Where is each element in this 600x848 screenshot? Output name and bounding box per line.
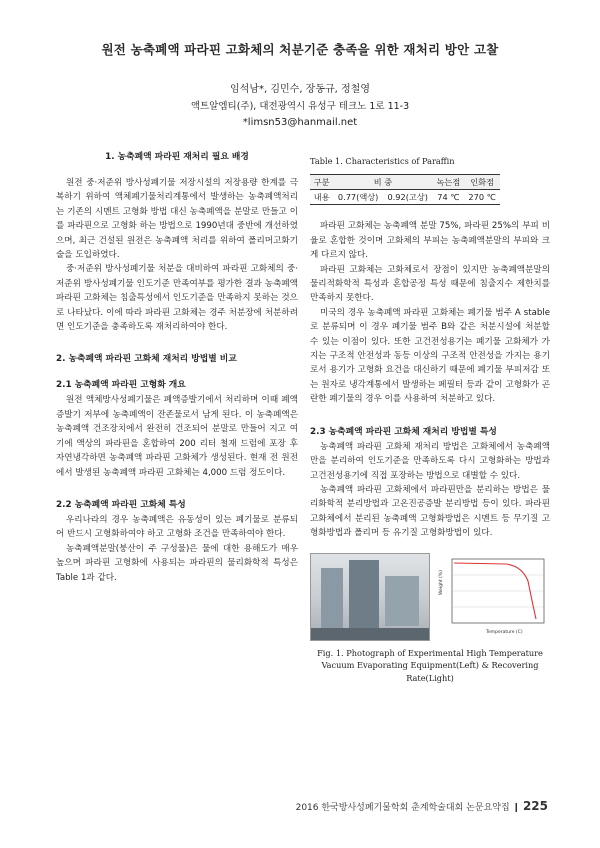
figure-caption-line: Vacuum Evaporating Equipment(Left) & Recovering xyxy=(321,660,539,671)
email: *limsn53@hanmail.net xyxy=(242,117,358,128)
figure-caption-line: Fig. 1. Photograph of Experimental High Temperature xyxy=(317,647,543,658)
table-cell: 0.77(액상) xyxy=(337,192,379,203)
page-number: 225 xyxy=(522,799,548,813)
right-paragraph-2: 파라핀 고화체는 고화체로서 장점이 있지만 농축폐액분말의 물리적화학적 특성과 혼합공정 특성 때문에 침출지수 제한치를 만족하지 못한다. xyxy=(310,264,550,304)
footer-text: 2016 한국방사성폐기물학회 춘계학술대회 논문요약집 xyxy=(295,803,510,813)
paper-title: 원전 농축폐액 파라핀 고화체의 처분기준 충족을 위한 재처리 방안 고찰 xyxy=(101,42,499,57)
table-header-cell: 구분 xyxy=(313,177,330,188)
left-column xyxy=(56,150,298,585)
figure-1-caption xyxy=(310,647,550,685)
table-cell: 0.92(고상) xyxy=(387,192,428,203)
section-2-title: 2. 농축폐액 파라핀 고화체 재처리 방법별 비교 xyxy=(56,354,237,365)
subsection-2-2-title: 2.2 농축폐액 파라핀 고화체 특성 xyxy=(56,499,186,510)
authors: 임석남*, 김민수, 장동규, 정철영 xyxy=(230,84,370,95)
table-header-cell: 녹는점 xyxy=(436,177,461,188)
table-1 xyxy=(310,174,500,205)
page-footer xyxy=(296,799,548,813)
table-1-caption: Table 1. Characteristics of Paraffin xyxy=(310,156,455,166)
section-1-paragraph-1: 원전 중·저준위 방사성폐기물 저장시설의 저장용량 한계를 극복하기 위하여 액체폐기물처리계통에서 발생하는 농축폐액처리는 기존의 시멘트 고형화 방법 대신 농축폐액을 분말로 만들고 이를 파라핀으로 고형화 하는 방법으로 1990년대 중반에 개선하였으며, 최근 건설된 원전은 농축폐액 처리를 위하여 폴리머고화기술을 도입하였다. xyxy=(56,178,298,261)
table-header-cell: 인화점 xyxy=(470,177,494,188)
subsection-2-3-paragraph-1: 농축폐액 파라핀 고화체 재처리 방법은 고화체에서 농축폐액만을 분리하여 인도기준을 만족하도록 다시 고형화하는 방법과 고건전성용기에 직접 포장하는 방법으로 대별할 수 있다. xyxy=(310,441,550,481)
footer-separator: ❙ xyxy=(512,803,523,813)
affiliation: 액트알엠티(주), 대전광역시 유성구 테크노 1로 11-3 xyxy=(190,101,410,112)
table-row xyxy=(310,190,500,205)
table-cell: 74 ℃ xyxy=(437,192,460,203)
section-1-paragraph-2: 중·저준위 방사성폐기물 처분을 대비하여 파라핀 고화체의 중·저준위 방사성폐기물 인도기준 만족여부를 평가한 결과 농축폐액 파라핀 고화체는 침출특성에서 인도기준을 만족하지 못하는 것으로 나타났다. 이에 따라 파라핀 고화체는 경주 처분장에 처분하려면 인도기준을 충족하도록 재처리하여야 한다. xyxy=(56,264,298,333)
table-header-cell: 비 중 xyxy=(373,177,393,188)
equipment-photo xyxy=(310,553,430,641)
subsection-2-1-paragraph: 원전 액체방사성폐기물은 폐액증발기에서 처리하며 이때 폐액증발기 저부에 농축폐액이 잔존물로서 남게 된다. 이 농축폐액은 농축폐액 건조장치에서 완전히 건조되어 분말로 만들어 지고 여기에 액상의 파라핀을 혼합하여 200 리터 철재 드럼에 포장 후 자연냉각하면 농축폐액 파라핀 고화체가 생성된다. 현재 전 원전에서 발생된 농축폐액 파라핀 고화체는 4,000 드럼 정도이다. xyxy=(56,395,298,478)
subsection-2-1-title: 2.1 농축폐액 파라핀 고형화 개요 xyxy=(56,380,186,391)
subsection-2-3-title: 2.3 농축폐액 파라핀 고화체 재처리 방법별 특성 xyxy=(310,426,497,437)
right-paragraph-1: 파라핀 고화체는 농축폐액 분말 75%, 파라핀 25%의 부피 비율로 혼합한 것이며 고화체의 부피는 농축폐액분말의 부피와 크게 다르지 않다. xyxy=(310,221,550,261)
figure-caption-line: Rate(Light) xyxy=(406,672,454,683)
figure-1 xyxy=(310,553,550,641)
table-cell: 내용 xyxy=(313,192,330,203)
graph-ylabel: Weight (%) xyxy=(439,569,444,595)
table-cell: 270 ℃ xyxy=(468,192,496,203)
right-column xyxy=(310,150,550,684)
graph-xlabel: Temperature (C) xyxy=(486,629,523,635)
subsection-2-2-paragraph-2: 농축폐액분말(붕산이 주 구성물)은 물에 대한 용해도가 매우 높으며 파라핀 고형화에 사용되는 파라핀의 물리화학적 특성은 Table 1과 같다. xyxy=(56,543,298,583)
recovering-rate-graph xyxy=(436,553,550,639)
table-header-row xyxy=(310,175,500,190)
subsection-2-2-paragraph-1: 우리나라의 경우 농축폐액은 유동성이 있는 폐기물로 분류되어 반드시 고형화하여야 하고 고형화 조건을 만족하여야 한다. xyxy=(56,514,298,540)
right-paragraph-3: 미국의 경우 농축폐액 파라핀 고화체는 폐기물 범주 A stable로 분류되며 이 경우 폐기물 범주 B와 같은 처분시설에 처분할 수 있는 이점이 있다. 또한 고건전성용기는 폐기물 고화체가 가지는 구조적 안전성과 동등 이상의 구조적 안전성을 가지는 용기로서 용기가 고형화 요건을 대신하기 때문에 폐기물 부피저감 또는 원자로 냉각계통에서 발생하는 페필터 등과 같이 고형화가 곤란한 폐기물의 경우 이를 사용하여 처분하고 있다. xyxy=(310,307,550,405)
subsection-2-3-paragraph-2: 농축폐액 파라핀 고화체에서 파라핀만을 분리하는 방법은 물리화학적 분리방법과 고온진공증발 분리방법 등이 있다. 파라핀 고화체에서 분리된 농축폐액 고형화방법은 시멘트 등 무기질 고형화방법과 폴리머 등 유기질 고형화방법이 있다. xyxy=(310,484,550,539)
section-1-title: 1. 농축폐액 파라핀 재처리 필요 배경 xyxy=(105,152,249,162)
